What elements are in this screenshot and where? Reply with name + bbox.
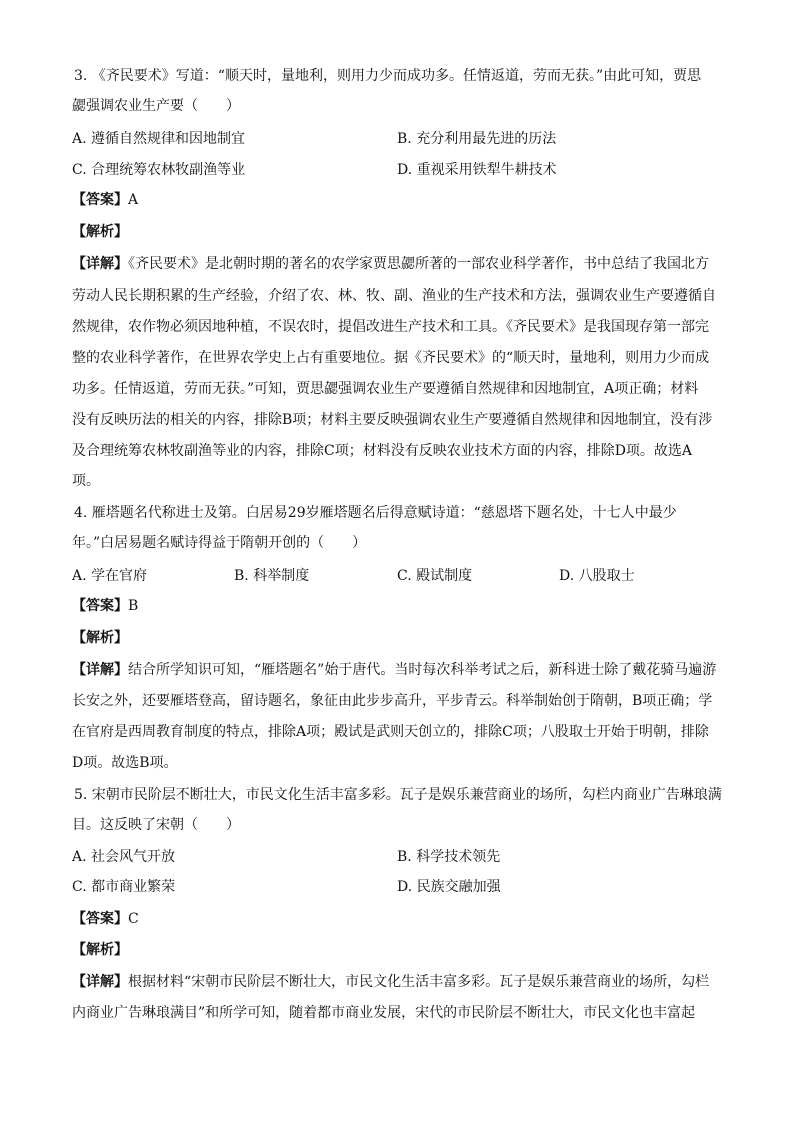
q4-analysis-label: 【解析】 [72,630,128,646]
q3-detail-line-3: 然规律，农作物必须因地种植，不误农时，提倡改进生产技术和工具。《齐民要术》是我国现存第一部完 [72,319,709,335]
q4-detail-text-1: 结合所学知识可知，“雁塔题名”始于唐代。当时每次科举考试之后，新科进士除了戴花骑马遍游 [128,662,717,678]
q3-option-a: A. 遵循自然规律和因地制宜 [72,131,246,147]
q4-option-b: B. 科举制度 [234,568,310,584]
q4-option-a: A. 学在官府 [72,568,148,584]
q3-option-c: C. 合理统筹农林牧副渔等业 [72,162,246,178]
q4-stem-line-1: 4. 雁塔题名代称进士及第。白居易29岁雁塔题名后得意赋诗道：“慈恩塔下题名处，十七人中最少 [74,505,677,521]
q4-detail-line-1 [72,660,716,680]
q3-option-d: D. 重视采用铁犁牛耕技术 [397,162,557,178]
q5-detail-line-2: 内商业广告琳琅满目”和所学可知，随着都市商业发展，宋代的市民阶层不断壮大，市民文化也丰富起 [72,1005,696,1021]
q3-detail-label: 【详解】 [72,256,128,272]
q5-option-d: D. 民族交融加强 [397,879,501,895]
q5-detail-text-1: 根据材料“宋朝市民阶层不断壮大，市民文化生活丰富多彩。瓦子是娱乐兼营商业的场所，勾栏 [128,974,710,990]
q5-answer-label: 【答案】 [72,911,128,927]
q5-option-c: C. 都市商业繁荣 [72,879,176,895]
q4-option-d: D. 八股取士 [559,568,635,584]
q3-answer-value: A [128,192,139,208]
q3-answer [72,190,138,210]
q3-answer-label: 【答案】 [72,192,128,208]
q3-detail-line-7: 及合理统筹农林牧副渔等业的内容，排除C项；材料没有反映农业技术方面的内容，排除D项。故选A [72,443,693,459]
q4-answer [72,596,138,616]
q5-detail-label: 【详解】 [72,974,128,990]
q4-detail-label: 【详解】 [72,662,128,678]
q5-detail-line-1 [72,972,709,992]
q4-answer-label: 【答案】 [72,598,128,614]
q4-stem-line-2: 年。”白居易题名赋诗得益于隋朝开创的（ ） [72,535,367,551]
q3-detail-line-1 [72,254,709,274]
q3-detail-line-4: 整的农业科学著作，在世界农学史上占有重要地位。据《齐民要术》的“顺天时，量地利，则用力少而成 [72,350,710,366]
q3-detail-text-1: 《齐民要术》是北朝时期的著名的农学家贾思勰所著的一部农业科学著作，书中总结了我国北方 [128,256,709,272]
q5-answer [72,909,139,929]
q5-analysis-label: 【解析】 [72,942,128,958]
q3-stem-line-1: 3. 《齐民要术》写道：“顺天时，量地利，则用力少而成功多。任情返道，劳而无获。”由此可知，贾思 [74,68,702,84]
q5-stem-line-2: 目。这反映了宋朝（ ） [72,817,240,833]
q3-detail-line-6: 没有反映历法的相关的内容，排除B项；材料主要反映强调农业生产要遵循自然规律和因地制宜，没有涉 [72,412,713,428]
q4-detail-line-4: D项。故选B项。 [72,755,178,771]
q5-option-b: B. 科学技术领先 [397,849,501,865]
q4-detail-line-3: 在官府是西周教育制度的特点，排除A项；殿试是武则天创立的，排除C项；八股取士开始于明朝，排除 [72,724,709,740]
q3-option-b: B. 充分利用最先进的历法 [397,131,557,147]
q4-detail-line-2: 长安之外，还要雁塔登高，留诗题名，象征由此步步高升，平步青云。科举制始创于隋朝，B项正确；学 [72,693,713,709]
q3-detail-line-2: 劳动人民长期积累的生产经验，介绍了农、林、牧、副、渔业的生产技术和方法，强调农业生产要遵循自 [72,288,716,304]
q4-option-c: C. 殿试制度 [397,568,473,584]
q5-stem-line-1: 5. 宋朝市民阶层不断壮大，市民文化生活丰富多彩。瓦子是娱乐兼营商业的场所，勾栏内商业广告琳琅满 [74,787,722,803]
q3-detail-line-8: 项。 [72,473,100,489]
q3-stem-line-2: 勰强调农业生产要（ ） [72,98,240,114]
q5-answer-value: C [128,911,139,927]
q3-analysis-label: 【解析】 [72,224,128,240]
q4-answer-value: B [128,598,139,614]
q5-option-a: A. 社会风气开放 [72,849,176,865]
q3-detail-line-5: 功多。任情返道，劳而无获。”可知，贾思勰强调农业生产要遵循自然规律和因地制宜，A项正确；材料 [72,381,699,397]
